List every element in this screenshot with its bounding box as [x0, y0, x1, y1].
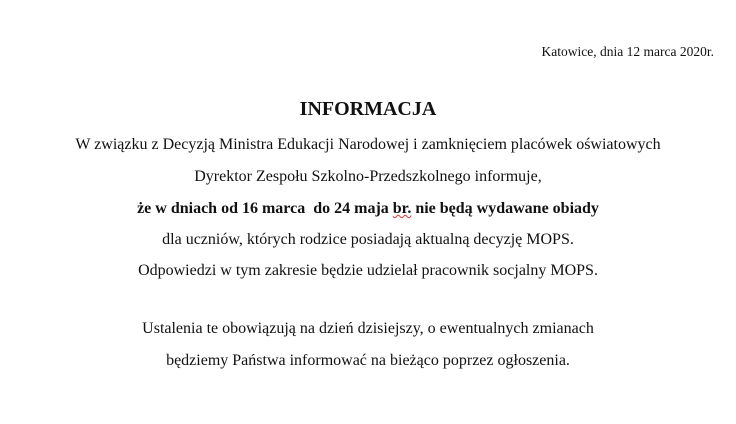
date-line: Katowice, dnia 12 marca 2020r. [541, 44, 714, 59]
body-line: będziemy Państwa informować na bieżąco poprzez ogłoszenia. [166, 352, 570, 369]
bold-line [0, 200, 736, 218]
bold-line-end: nie będą wydawane obiady [411, 200, 599, 217]
body-line: Odpowiedzi w tym zakresie będzie udzielał pracownik socjalny MOPS. [138, 262, 598, 279]
body-line: dla uczniów, których rodzice posiadają aktualną decyzję MOPS. [162, 231, 574, 248]
spellcheck-flagged-word: br. [392, 200, 412, 217]
body-line: Dyrektor Zespołu Szkolno-Przedszkolnego informuje, [194, 168, 542, 185]
document-title: INFORMACJA [299, 98, 437, 120]
body-line: W związku z Decyzją Ministra Edukacji Narodowej i zamknięciem placówek oświatowych [75, 136, 661, 153]
bold-line-start: że w dniach od 16 marca do 24 maja [137, 200, 393, 217]
body-line: Ustalenia te obowiązują na dzień dzisiejszy, o ewentualnych zmianach [142, 320, 594, 337]
